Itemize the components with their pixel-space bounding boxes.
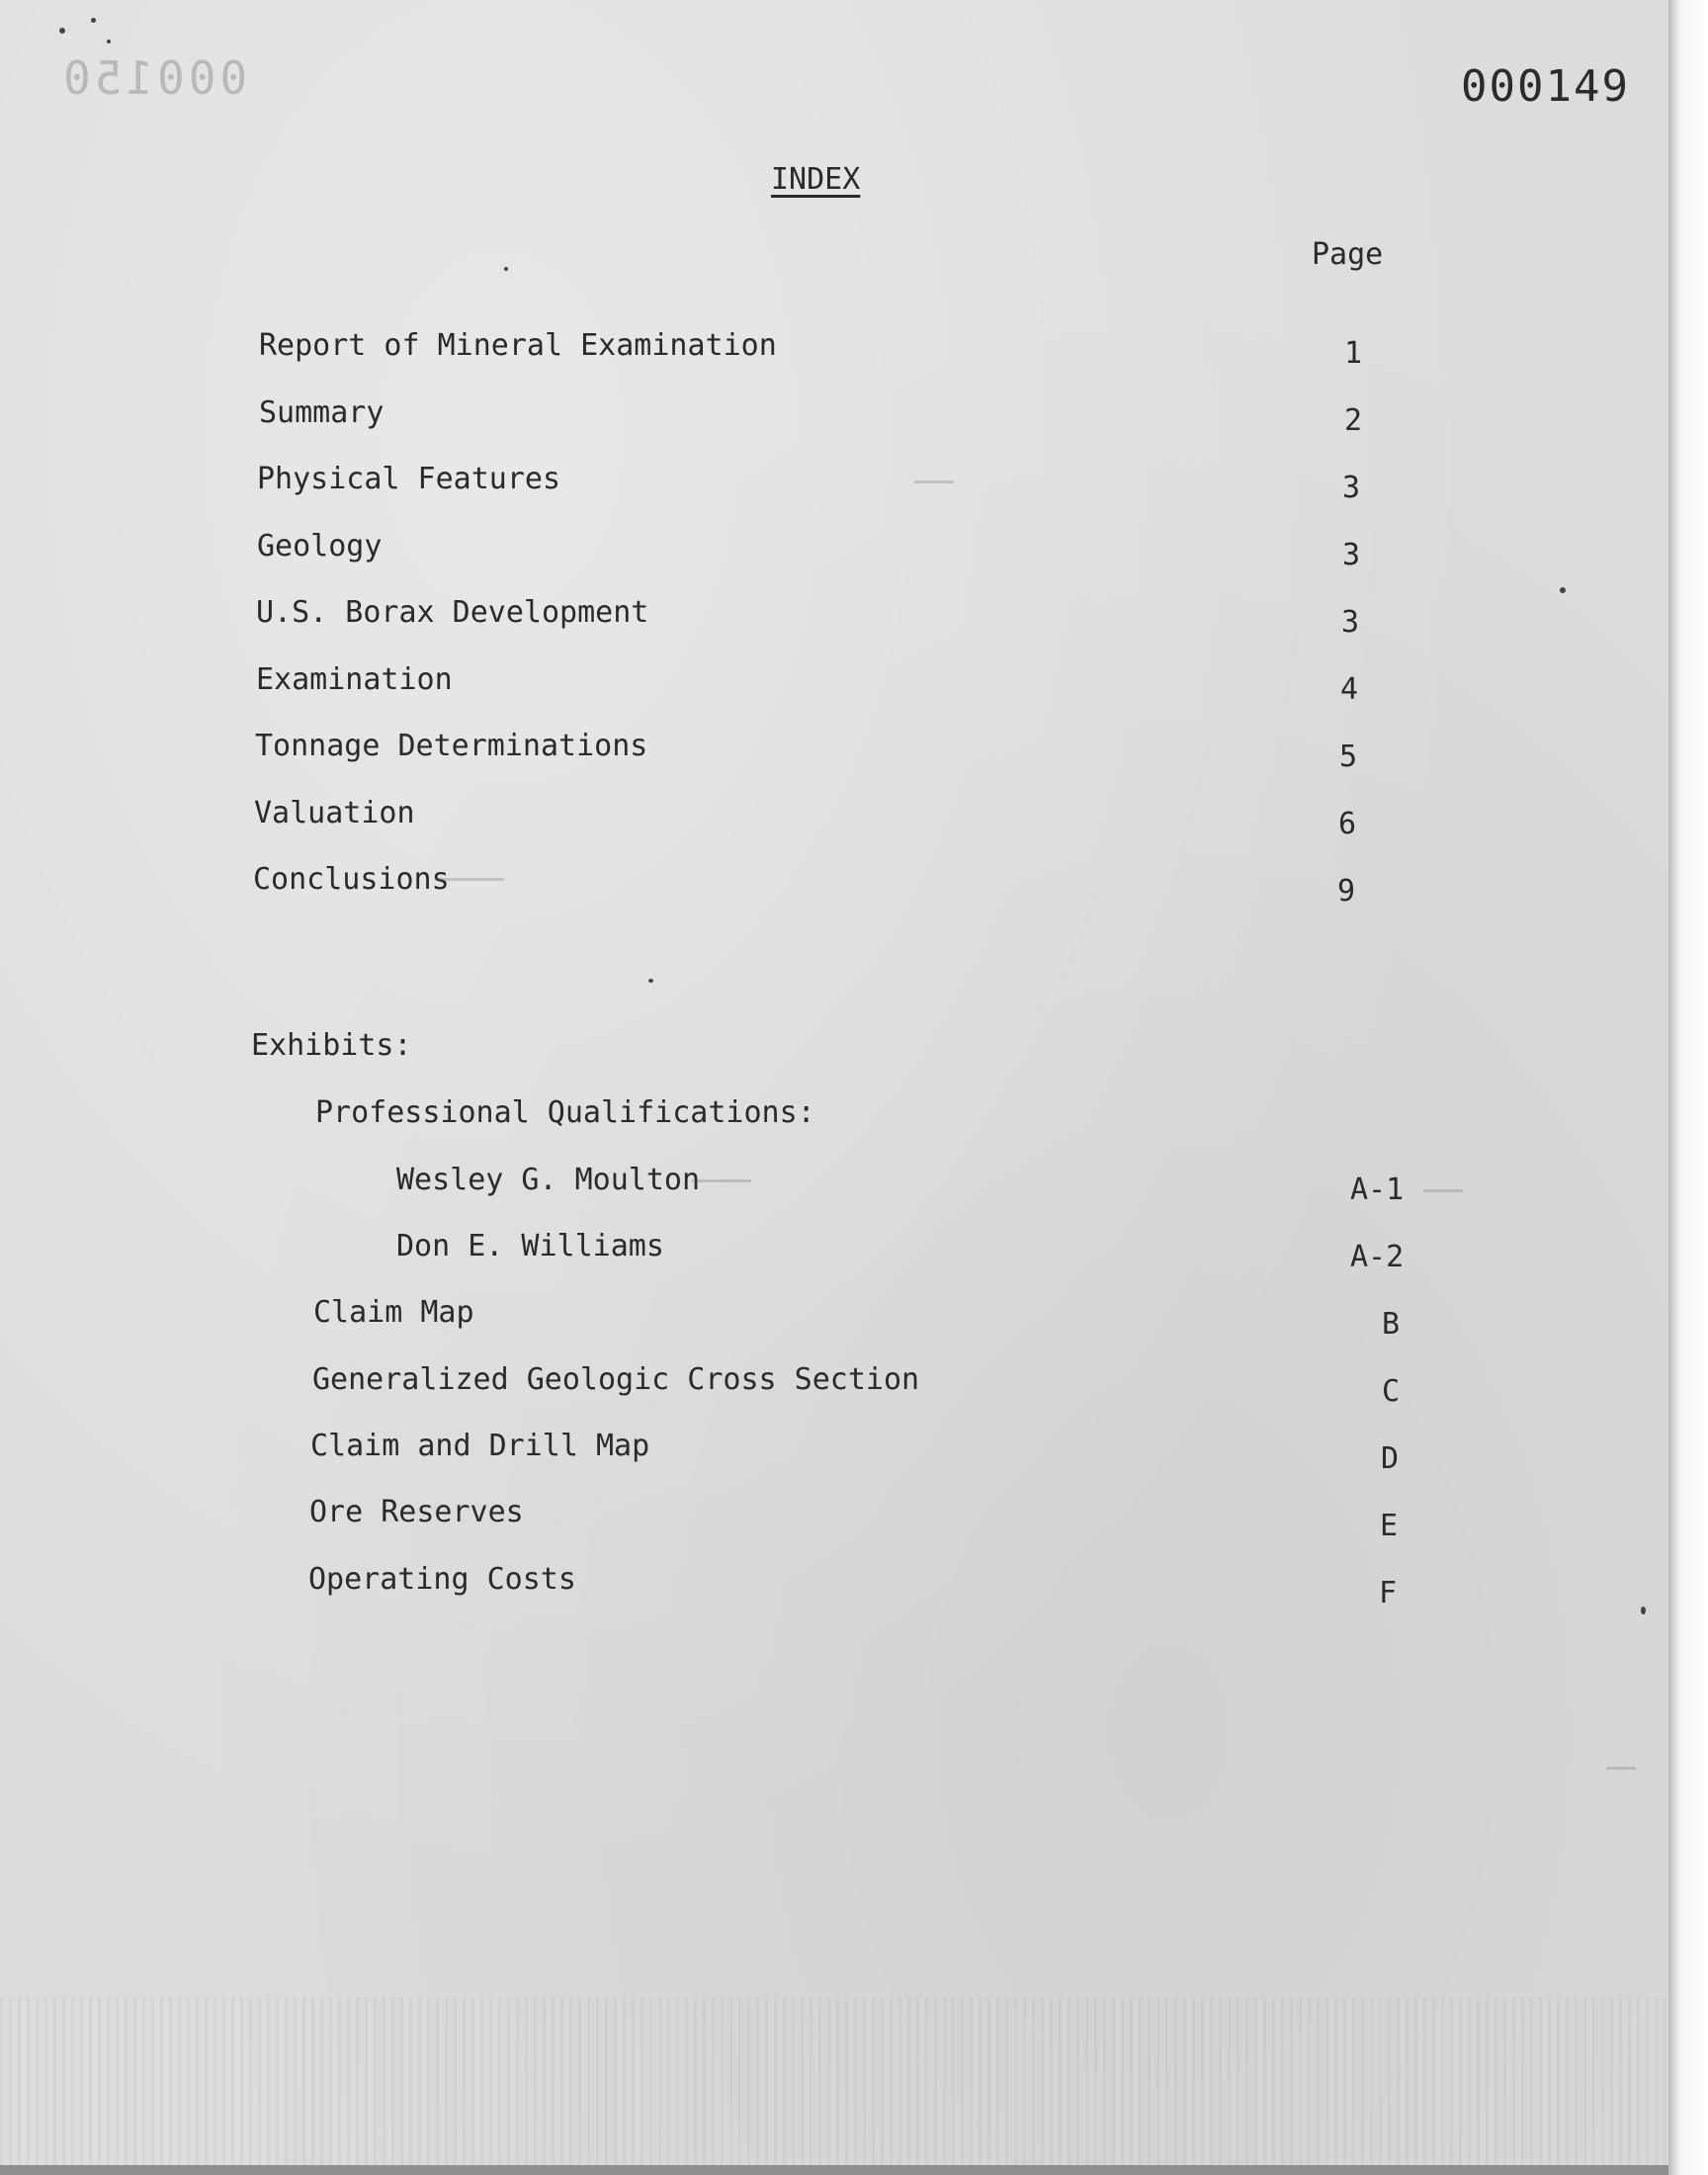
exhibit-page: D: [1381, 1441, 1400, 1476]
contents-page: 4: [1340, 672, 1359, 707]
exhibit-page: A-1: [1350, 1173, 1405, 1207]
contents-page: 3: [1341, 605, 1360, 640]
scan-noise: [0, 1997, 1668, 2165]
contents-page: 2: [1344, 403, 1363, 438]
exhibit-label: Don E. Williams: [396, 1229, 664, 1263]
exhibit-label: Generalized Geologic Cross Section: [312, 1362, 920, 1397]
exhibit-label: Ore Reserves: [309, 1495, 524, 1529]
page-column-heading: Page: [1312, 237, 1384, 272]
scan-smudge: [692, 1179, 751, 1182]
scan-speck: [1641, 1607, 1646, 1614]
exhibit-label: Claim and Drill Map: [310, 1429, 650, 1463]
scan-smudge: [1423, 1189, 1463, 1192]
contents-label: Report of Mineral Examination: [259, 328, 777, 363]
contents-page: 5: [1339, 740, 1358, 774]
contents-page: 6: [1338, 807, 1357, 841]
scan-speck: [648, 979, 653, 983]
contents-page: 3: [1342, 538, 1361, 572]
scan-smudge: [435, 878, 504, 881]
document-number: 000149: [1461, 61, 1630, 112]
exhibit-page: F: [1379, 1576, 1398, 1610]
index-title: INDEX: [771, 162, 861, 197]
scan-speck: [91, 18, 96, 23]
scan-speck: [504, 267, 508, 271]
contents-label: Summary: [259, 395, 384, 430]
scan-speck: [107, 40, 111, 44]
contents-page: 3: [1342, 471, 1361, 505]
exhibit-label: Operating Costs: [308, 1562, 576, 1597]
exhibit-page: C: [1382, 1374, 1401, 1409]
exhibit-label: Wesley G. Moulton: [396, 1163, 701, 1197]
qualifications-heading: Professional Qualifications:: [315, 1095, 815, 1130]
exhibit-page: B: [1382, 1307, 1401, 1342]
page-edge: [1668, 0, 1708, 2175]
scan-speck: [1560, 587, 1566, 593]
contents-label: Valuation: [254, 796, 415, 830]
contents-label: U.S. Borax Development: [256, 595, 649, 630]
exhibit-label: Claim Map: [313, 1295, 474, 1330]
contents-page: 1: [1344, 336, 1363, 371]
contents-label: Geology: [257, 529, 383, 564]
scan-smudge: [1606, 1767, 1636, 1770]
scan-smudge: [914, 480, 954, 483]
exhibit-page: E: [1380, 1509, 1399, 1543]
exhibits-heading: Exhibits:: [251, 1028, 412, 1063]
bleed-through-number: 000150: [59, 51, 248, 105]
exhibit-page: A-2: [1350, 1240, 1405, 1274]
contents-label: Conclusions: [253, 862, 450, 897]
contents-label: Examination: [256, 662, 453, 697]
scan-speck: [59, 28, 65, 34]
contents-label: Tonnage Determinations: [255, 729, 648, 763]
contents-page: 9: [1337, 874, 1356, 909]
contents-label: Physical Features: [257, 462, 561, 496]
